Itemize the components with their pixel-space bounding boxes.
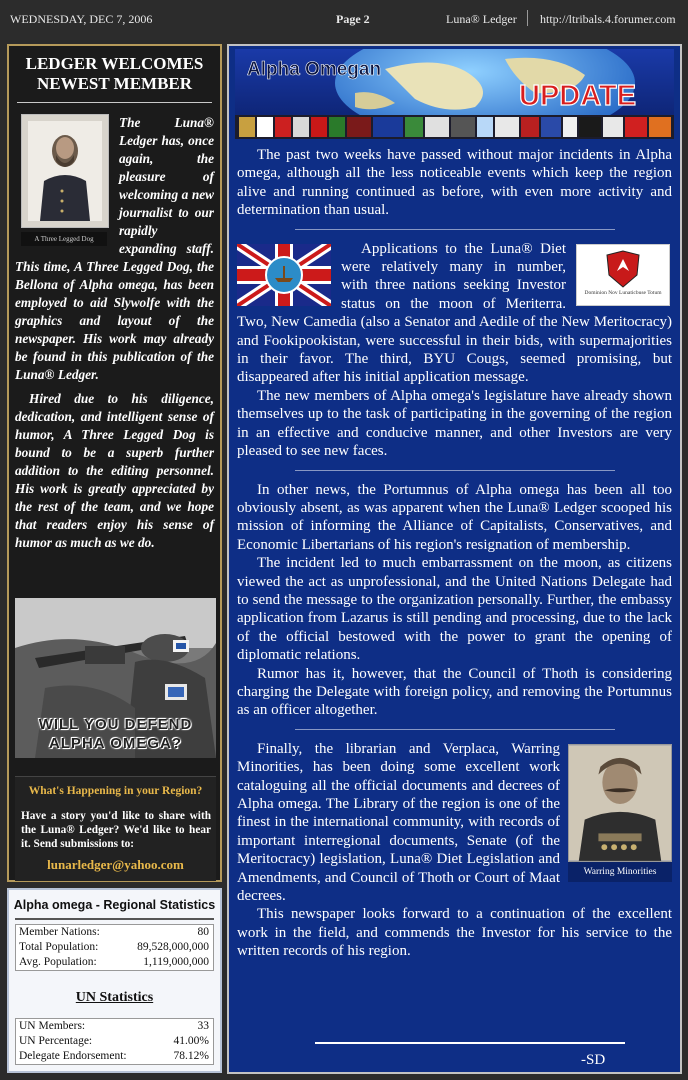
new-camedia-flag — [237, 244, 331, 306]
table-row — [16, 1034, 213, 1049]
region-stats-table — [15, 924, 214, 971]
article-paragraph: Rumor has it, however, that the Council of Thoth is considering charging the Delegate with foreign policy, and removing the Portumnus as an officer altogether. — [237, 665, 672, 719]
article-paragraph: The past two weeks have passed without major incidents in Alpha omega, although all the less noticeable events which keep the region alive and running continued as before, with even more activity and determination than usual. — [237, 147, 672, 219]
stat-label: Total Population: — [19, 941, 99, 953]
article-paragraph: The new members of Alpha omega's legislature have already shown themselves up to the task of participating in the governing of the region in an effective and conducive manner, and other Investors are very pleased to see new faces. — [237, 387, 672, 460]
stat-label: Member Nations: — [19, 926, 100, 938]
sidebar-welcome — [7, 44, 222, 882]
stat-value: 89,528,000,000 — [137, 941, 209, 953]
stat-value: 80 — [197, 926, 209, 938]
stat-value: 33 — [197, 1020, 209, 1032]
article-paragraph: This newspaper looks forward to a continuation of the excellent work in the field, and commends the Investor for his service to the written records of his region. — [237, 906, 672, 960]
signature-rule — [315, 1042, 625, 1044]
submissions-email-link[interactable]: lunarledger@yahoo.com — [47, 857, 184, 872]
warring-minorities-photo — [568, 744, 672, 882]
photo-caption: A Three Legged Dog — [21, 232, 107, 246]
poster-headline: WILL YOU DEFEND — [38, 716, 193, 733]
publication-name: Luna® Ledger — [446, 12, 517, 26]
union-jack-flag-image — [237, 244, 331, 306]
article-paragraph: Finally, the librarian and Verplaca, Warring Minorities, has been doing some excellent work cataloguing all the official documents and decrees of Alpha omega. The Library of the region is one of the finest in the international community, with records of important interregional documents, Senate (of the Meritocracy) legislation, Luna® Diet Legislation and Amendments, and Council of Thoth or Court of Maat decrees. — [237, 740, 560, 905]
un-statistics-title: UN Statistics — [75, 990, 154, 1005]
section-divider — [295, 229, 615, 230]
poster-subline: ALPHA OMEGA? — [48, 735, 183, 752]
table-row — [16, 940, 213, 955]
author-signature: -SD — [581, 1052, 606, 1068]
banner-title: Alpha Omegan — [247, 59, 382, 80]
welcome-article — [15, 114, 214, 552]
photo-spacer — [15, 114, 115, 254]
issue-date: WEDNESDAY, DEC 7, 2006 — [10, 12, 153, 26]
forum-link[interactable]: http://ltribals.4.forumer.com — [540, 12, 676, 26]
section-divider — [295, 470, 615, 471]
un-stats-table — [15, 1018, 214, 1065]
stat-value: 78.12% — [173, 1050, 209, 1062]
page-header — [0, 0, 688, 40]
section-divider — [295, 729, 615, 730]
table-row — [16, 1049, 213, 1064]
officer-portrait-image — [568, 744, 672, 862]
flag-strip — [239, 117, 671, 137]
article-paragraph: Applications to the Luna® Diet were relatively many in number, with three nations seeking Investor status on the moon of Meriterra. Two, New Camedia (also a Senator and Aedile of the New Meritocracy) and Fookipookistan, were successful in their bids, with supermajorities in their favor. The third, BYU Cougs, seemed promising, but disappeared after his initial application message. — [237, 240, 672, 386]
sidebar-headline: LEDGER WELCOMES NEWEST MEMBER — [25, 54, 204, 93]
banner-update: UPDATE — [519, 80, 637, 112]
table-row — [16, 925, 213, 940]
statistics-title: Alpha omega - Regional Statistics — [13, 898, 216, 912]
update-article — [237, 146, 672, 961]
stat-label: UN Percentage: — [19, 1035, 93, 1047]
article-paragraph: The incident led to much embarrassment on the moon, as citizens viewed the act as unprofessional, and the United Nations Delegate had to send the message to the organization personally. Further, the embassy application from Lazarus is still pending and processing, due to the lack of the official bestowed with the power to grant the opening of diplomatic relations. — [237, 555, 672, 664]
submissions-heading: What's Happening in your Region? — [28, 785, 203, 797]
stat-value: 41.00% — [173, 1035, 209, 1047]
alpha-omegan-update-banner — [235, 49, 674, 139]
fookipookistan-emblem — [576, 244, 670, 306]
stat-label: Delegate Endorsement: — [19, 1050, 127, 1062]
photo-caption: Warring Minorities — [568, 862, 672, 882]
regional-statistics — [7, 888, 222, 1073]
header-divider — [527, 10, 528, 26]
stat-value: 1,119,000,000 — [143, 956, 209, 968]
welcome-paragraph: Hired due to his diligence, dedication, and intelligent sense of humor, A Three Legged Dog is bound to be a superb further addition to the editing personnel. His work is greatly appreciated by the rest of the team, and we hope that readers enjoy his sense of humor as much as we do. — [15, 391, 214, 550]
banner-graphic — [235, 49, 674, 139]
welcome-paragraph: The Luna® Ledger has, once again, the pleasure of welcoming a new journalist to our rapidly expanding staff. This time, A Three Legged Dog, the Bellona of Alpha omega, has been employed to aid Slywolfe with the graphics and layout of the newspaper. His work may already be found in this publication of the Luna® Ledger. — [15, 115, 214, 382]
submissions-box — [15, 776, 216, 881]
divider — [17, 102, 212, 103]
divider — [15, 918, 214, 920]
soldier-machine-gun-image — [15, 598, 216, 758]
table-row — [16, 1019, 213, 1034]
recruitment-poster — [15, 598, 216, 758]
stat-label: UN Members: — [19, 1020, 86, 1032]
emblem-motto: Dominion Nov Lunaticbuse Totum — [584, 290, 662, 297]
table-row — [16, 955, 213, 970]
submissions-text: Have a story you'd like to share with the Luna® Ledger? We'd like to hear it. Send submissions to: — [21, 810, 211, 850]
article-paragraph: In other news, the Portumnus of Alpha omega has been all too obviously absent, as was apparent when the Luna® Ledger scooped his mission of informing the Alliance of Capitalists, Conservatives, and Economic Libertarians of his region's resignation of membership. — [237, 481, 672, 553]
page-number: Page 2 — [336, 12, 370, 26]
stat-label: Avg. Population: — [19, 956, 97, 968]
main-article-column — [227, 44, 682, 1074]
